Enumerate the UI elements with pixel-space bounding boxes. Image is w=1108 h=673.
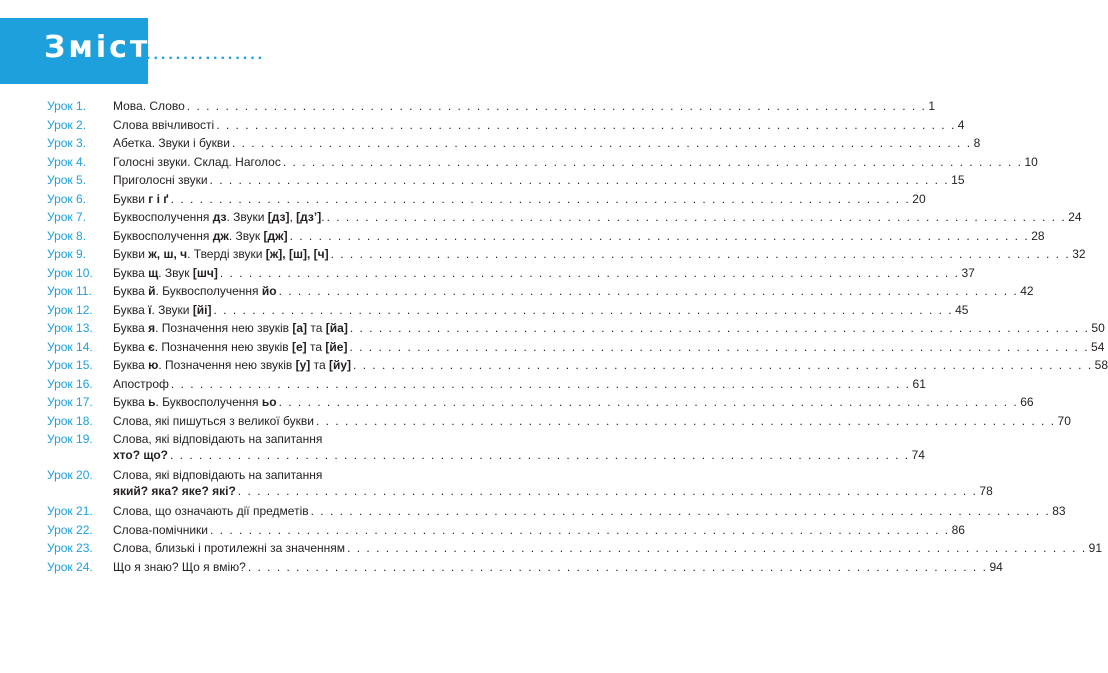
title-bold-part: [дз’]	[296, 210, 322, 224]
page-title: Зміст	[44, 30, 151, 65]
page-number: 8	[973, 136, 981, 150]
title-bold-part: [дз]	[267, 210, 290, 224]
lesson-title	[113, 447, 168, 463]
title-part: Буквосполучення	[113, 210, 213, 224]
title-part: . Позначення нею звуків	[154, 339, 293, 354]
lesson-title	[113, 559, 246, 575]
toc-entry	[113, 283, 1034, 299]
toc-entry	[113, 413, 1071, 429]
title-bold-part: [а]	[292, 321, 308, 335]
toc-entry	[113, 172, 965, 188]
lesson-title	[113, 376, 169, 392]
lesson-number: Урок 4.	[47, 154, 87, 169]
page-number: 78	[979, 484, 993, 498]
lesson-number: Урок 2.	[47, 117, 87, 132]
title-part: Мова. Слово	[113, 99, 185, 113]
title-part: Буква	[113, 339, 149, 354]
dot-leader: . . . . . . . . . . . . . . . . . . . . . . . . . . . . . . . . . . . . . . . . . . . . . . . . . . . . . . . . . . . . . . . . . . . . . . . . . . . . .	[353, 358, 1093, 372]
toc-entry	[113, 98, 936, 114]
title-part: Голосні звуки. Склад. Наголос	[113, 154, 281, 169]
toc-entry	[113, 339, 1105, 355]
toc-entry	[113, 246, 1086, 262]
title-part: . Позначення нею звуків	[155, 321, 293, 335]
page-number: 70	[1057, 413, 1071, 428]
page-number: 10	[1024, 154, 1038, 169]
lesson-title	[113, 483, 236, 499]
dot-leader: . . . . . . . . . . . . . . . . . . . . . . . . . . . . . . . . . . . . . . . . . . . . . . . . . . . . . . . . . . . . . . . . . . . . . . . . . . . . .	[289, 228, 1030, 243]
toc-entry	[113, 503, 1066, 519]
title-bold-part: [ж], [ш], [ч]	[265, 247, 329, 261]
page-number: 37	[961, 265, 975, 280]
toc-entry	[113, 265, 975, 281]
title-part: Абетка. Звуки і букви	[113, 136, 230, 150]
title-part: та	[310, 358, 329, 372]
dot-leader: . . . . . . . . . . . . . . . . . . . . . . . . . . . . . . . . . . . . . . . . . . . . . . . . . . . . . . . . . . . . . . . . . . . . . . . . . . . . .	[349, 321, 1090, 335]
dot-leader: . . . . . . . . . . . . . . . . . . . . . . . . . . . . . . . . . . . . . . . . . . . . . . . . . . . . . . . . . . . . . . . . . . . . . . . . . . . . .	[219, 265, 960, 280]
page-number: 20	[912, 191, 926, 206]
page-number: 58	[1094, 358, 1108, 372]
lesson-number: Урок 6.	[47, 191, 87, 206]
title-bold-part: [йі]	[192, 302, 212, 317]
lesson-number: Урок 13.	[47, 321, 93, 335]
toc-entry	[113, 394, 1034, 410]
lesson-title	[113, 117, 214, 133]
lesson-number: Урок 5.	[47, 173, 87, 187]
title-part: Буква	[113, 265, 149, 280]
page-number: 45	[955, 302, 969, 317]
dot-leader: . . . . . . . . . . . . . . . . . . . . . . . . . . . . . . . . . . . . . . . . . . . . . . . . . . . . . . . . . . . . . . . . . . . . . . . . . . . . .	[349, 339, 1090, 354]
title-part: . Буквосполучення	[155, 284, 262, 298]
title-bold-part: ю	[148, 358, 159, 372]
toc-entry	[113, 376, 926, 392]
lesson-number: Урок 14.	[47, 339, 93, 354]
toc-entry	[113, 559, 1003, 575]
title-part: Буква	[113, 284, 149, 298]
dot-leader: . . . . . . . . . . . . . . . . . . . . . . . . . . . . . . . . . . . . . . . . . . . . . . . . . . . . . . . . . . . . . . . . . . . . . . . . . . . . .	[347, 541, 1087, 555]
dot-leader: . . . . . . . . . . . . . . . . . . . . . . . . . . . . . . . . . . . . . . . . . . . . . . . . . . . . . . . . . . . . . . . . . . . . . . . . . . . . .	[209, 173, 950, 187]
lesson-number: Урок 10.	[47, 265, 93, 280]
toc-entry	[113, 117, 965, 133]
title-bold-part: ї	[148, 302, 152, 317]
title-bold-part: [дж]	[263, 228, 288, 243]
lesson-number: Урок 23.	[47, 541, 93, 555]
lesson-title	[113, 503, 309, 519]
title-part: Букви	[113, 191, 149, 206]
title-bold-part: ь	[148, 395, 156, 409]
toc-entry	[113, 540, 1103, 556]
lesson-number: Урок 19.	[47, 432, 93, 446]
page-number: 61	[912, 376, 926, 391]
title-part: Буква	[113, 395, 149, 409]
lesson-title	[113, 265, 218, 281]
lesson-title	[113, 98, 185, 114]
title-bold-part: дз	[212, 210, 227, 224]
title-bold-part: г і ґ	[148, 191, 169, 206]
title-bold-part: хто? що?	[113, 448, 169, 462]
lesson-number: Урок 16.	[47, 376, 93, 391]
title-bold-part: [йу]	[329, 358, 352, 372]
title-part: ,	[289, 210, 297, 224]
lesson-title	[113, 413, 314, 429]
toc-entry	[113, 154, 1038, 170]
page-number: 15	[951, 173, 965, 187]
dot-leader: . . . . . . . . . . . . . . . . . . . . . . . . . . . . . . . . . . . . . . . . . . . . . . . . . . . . . . . . . . . . . . . . . . . . . . . . . . . . .	[216, 117, 956, 132]
dot-leader: . . . . . . . . . . . . . . . . . . . . . . . . . . . . . . . . . . . . . . . . . . . . . . . . . . . . . . . . . . . . . . . . . . . . . . . . . . . . .	[186, 99, 927, 113]
lesson-number: Урок 1.	[47, 99, 87, 113]
toc-entry	[113, 135, 981, 151]
title-part: . Позначення нею звуків	[158, 358, 296, 372]
title-part: Слова ввічливості	[113, 117, 215, 132]
lesson-title	[113, 302, 212, 318]
title-part: . Звук	[158, 265, 193, 280]
toc-entry	[113, 522, 965, 538]
lesson-number: Урок 21.	[47, 504, 93, 518]
title-bold-part: [йе]	[325, 339, 348, 354]
lesson-title	[113, 339, 347, 355]
page-number: 83	[1052, 504, 1066, 518]
title-part: . Буквосполучення	[155, 395, 262, 409]
title-bold-part: [е]	[292, 339, 307, 354]
title-bold-part: я	[148, 321, 156, 335]
toc-entry	[113, 209, 1082, 225]
header-dots: ................	[146, 46, 266, 63]
toc-entry	[113, 191, 926, 207]
title-part: . Тверді звуки	[187, 247, 266, 261]
toc-entry	[113, 447, 925, 463]
lesson-title	[113, 357, 351, 373]
page-number: 28	[1031, 228, 1045, 243]
dot-leader: . . . . . . . . . . . . . . . . . . . . . . . . . . . . . . . . . . . . . . . . . . . . . . . . . . . . . . . . . . . . . . . . . . . . . . . . . . . . .	[213, 302, 954, 317]
lesson-number: Урок 7.	[47, 210, 87, 224]
dot-leader: . . . . . . . . . . . . . . . . . . . . . . . . . . . . . . . . . . . . . . . . . . . . . . . . . . . . . . . . . . . . . . . . . . . . . . . . . . . . .	[315, 413, 1056, 428]
title-part: Слова-помічники	[113, 522, 209, 537]
lesson-number: Урок 15.	[47, 358, 93, 372]
dot-leader: . . . . . . . . . . . . . . . . . . . . . . . . . . . . . . . . . . . . . . . . . . . . . . . . . . . . . . . . . . . . . . . . . . . . . . . . . . . . .	[247, 559, 988, 574]
page-number: 94	[989, 559, 1003, 574]
page-number: 86	[951, 522, 965, 537]
lesson-number: Урок 22.	[47, 522, 93, 537]
lesson-title	[113, 246, 329, 262]
lesson-number: Урок 8.	[47, 228, 87, 243]
lesson-title	[113, 228, 288, 244]
lesson-title	[113, 191, 169, 207]
title-bold-part: [йа]	[325, 321, 348, 335]
title-bold-part: йо	[261, 284, 277, 298]
title-bold-part: є	[148, 339, 155, 354]
toc-entry	[113, 320, 1105, 336]
toc-entry	[113, 228, 1045, 244]
title-part: Буква	[113, 321, 149, 335]
dot-leader: . . . . . . . . . . . . . . . . . . . . . . . . . . . . . . . . . . . . . . . . . . . . . . . . . . . . . . . . . . . . . . . . . . . . . . . . . . . . .	[278, 284, 1019, 298]
dot-leader: . . . . . . . . . . . . . . . . . . . . . . . . . . . . . . . . . . . . . . . . . . . . . . . . . . . . . . . . . . . . . . . . . . . . . . . . . . . . .	[278, 395, 1019, 409]
title-bold-part: [шч]	[192, 265, 218, 280]
page-number: 74	[911, 448, 925, 462]
title-part: Слова, які пишуться з великої букви	[113, 413, 314, 428]
title-part: . Звук	[228, 228, 264, 243]
lesson-title-line1: Слова, які відповідають на запитання	[113, 468, 323, 482]
toc-entry	[113, 357, 1108, 373]
dot-leader: . . . . . . . . . . . . . . . . . . . . . . . . . . . . . . . . . . . . . . . . . . . . . . . . . . . . . . . . . . . . . . . . . . . . . . . . . . . . .	[170, 376, 911, 391]
title-bold-part: який? яка? яке? які?	[113, 484, 236, 498]
title-part: Буква	[113, 302, 149, 317]
lesson-title	[113, 135, 230, 151]
lesson-title	[113, 540, 345, 556]
lesson-title	[113, 283, 277, 299]
lesson-number: Урок 11.	[47, 284, 92, 298]
page-number: 42	[1020, 284, 1034, 298]
page-number: 50	[1091, 321, 1105, 335]
lesson-title	[113, 172, 208, 188]
title-bold-part: ж, ш, ч	[148, 247, 188, 261]
dot-leader: . . . . . . . . . . . . . . . . . . . . . . . . . . . . . . . . . . . . . . . . . . . . . . . . . . . . . . . . . . . . . . . . . . . . . . . . . . . . .	[210, 522, 950, 537]
dot-leader: . . . . . . . . . . . . . . . . . . . . . . . . . . . . . . . . . . . . . . . . . . . . . . . . . . . . . . . . . . . . . . . . . . . . . . . . . . . . .	[310, 504, 1051, 518]
lesson-number: Урок 12.	[47, 302, 93, 317]
lesson-title	[113, 394, 277, 410]
dot-leader: . . . . . . . . . . . . . . . . . . . . . . . . . . . . . . . . . . . . . . . . . . . . . . . . . . . . . . . . . . . . . . . . . . . . . . . . . . . . .	[170, 191, 911, 206]
lesson-title	[113, 209, 325, 225]
page-number: 24	[1068, 210, 1082, 224]
title-part: Буква	[113, 358, 149, 372]
lesson-number: Урок 17.	[47, 395, 93, 409]
title-part: та	[306, 339, 326, 354]
title-bold-part: дж	[212, 228, 229, 243]
lesson-number: Урок 24.	[47, 559, 93, 574]
title-part: Апостроф	[113, 376, 169, 391]
dot-leader: . . . . . . . . . . . . . . . . . . . . . . . . . . . . . . . . . . . . . . . . . . . . . . . . . . . . . . . . . . . . . . . . . . . . . . . . . . . . .	[231, 136, 972, 150]
dot-leader: . . . . . . . . . . . . . . . . . . . . . . . . . . . . . . . . . . . . . . . . . . . . . . . . . . . . . . . . . . . . . . . . . . . . . . . . . . . . .	[282, 154, 1023, 169]
title-bold-part: ьо	[261, 395, 277, 409]
title-part: Слова, близькі і протилежні за значенням	[113, 541, 346, 555]
title-part: . Звуки	[226, 210, 268, 224]
page-number: 32	[1072, 247, 1086, 261]
title-bold-part: [у]	[295, 358, 311, 372]
page-number: 91	[1088, 541, 1103, 555]
dot-leader: . . . . . . . . . . . . . . . . . . . . . . . . . . . . . . . . . . . . . . . . . . . . . . . . . . . . . . . . . . . . . . . . . . . . . . . . . . . . .	[170, 448, 910, 462]
lesson-number: Урок 9.	[47, 247, 87, 261]
page-number: 66	[1020, 395, 1034, 409]
lesson-number: Урок 3.	[47, 136, 87, 150]
lesson-title	[113, 320, 348, 336]
title-part: Приголосні звуки	[113, 173, 208, 187]
dot-leader: . . . . . . . . . . . . . . . . . . . . . . . . . . . . . . . . . . . . . . . . . . . . . . . . . . . . . . . . . . . . . . . . . . . . . . . . . . . . .	[330, 247, 1071, 261]
page-number: 1	[928, 99, 936, 113]
title-bold-part: й	[148, 284, 156, 298]
lesson-title-line1: Слова, які відповідають на запитання	[113, 432, 323, 446]
title-part: .	[321, 210, 325, 224]
title-part: Слова, що означають дії предметів	[113, 504, 309, 518]
dot-leader: . . . . . . . . . . . . . . . . . . . . . . . . . . . . . . . . . . . . . . . . . . . . . . . . . . . . . . . . . . . . . . . . . . . . . . . . . . . . .	[237, 484, 978, 498]
toc-entry	[113, 483, 993, 499]
title-part: Буквосполучення	[113, 228, 213, 243]
dot-leader: . . . . . . . . . . . . . . . . . . . . . . . . . . . . . . . . . . . . . . . . . . . . . . . . . . . . . . . . . . . . . . . . . . . . . . . . . . . . .	[326, 210, 1067, 224]
lesson-title	[113, 522, 208, 538]
title-part: Букви	[113, 247, 149, 261]
title-part: Що я знаю? Що я вмію?	[113, 559, 246, 574]
page-number: 4	[957, 117, 965, 132]
title-bold-part: щ	[148, 265, 159, 280]
title-part: . Звуки	[151, 302, 193, 317]
toc-entry	[113, 302, 969, 318]
lesson-number: Урок 18.	[47, 413, 93, 428]
lesson-number: Урок 20.	[47, 468, 93, 482]
lesson-title	[113, 154, 281, 170]
page-number: 54	[1091, 339, 1105, 354]
title-part: та	[307, 321, 326, 335]
